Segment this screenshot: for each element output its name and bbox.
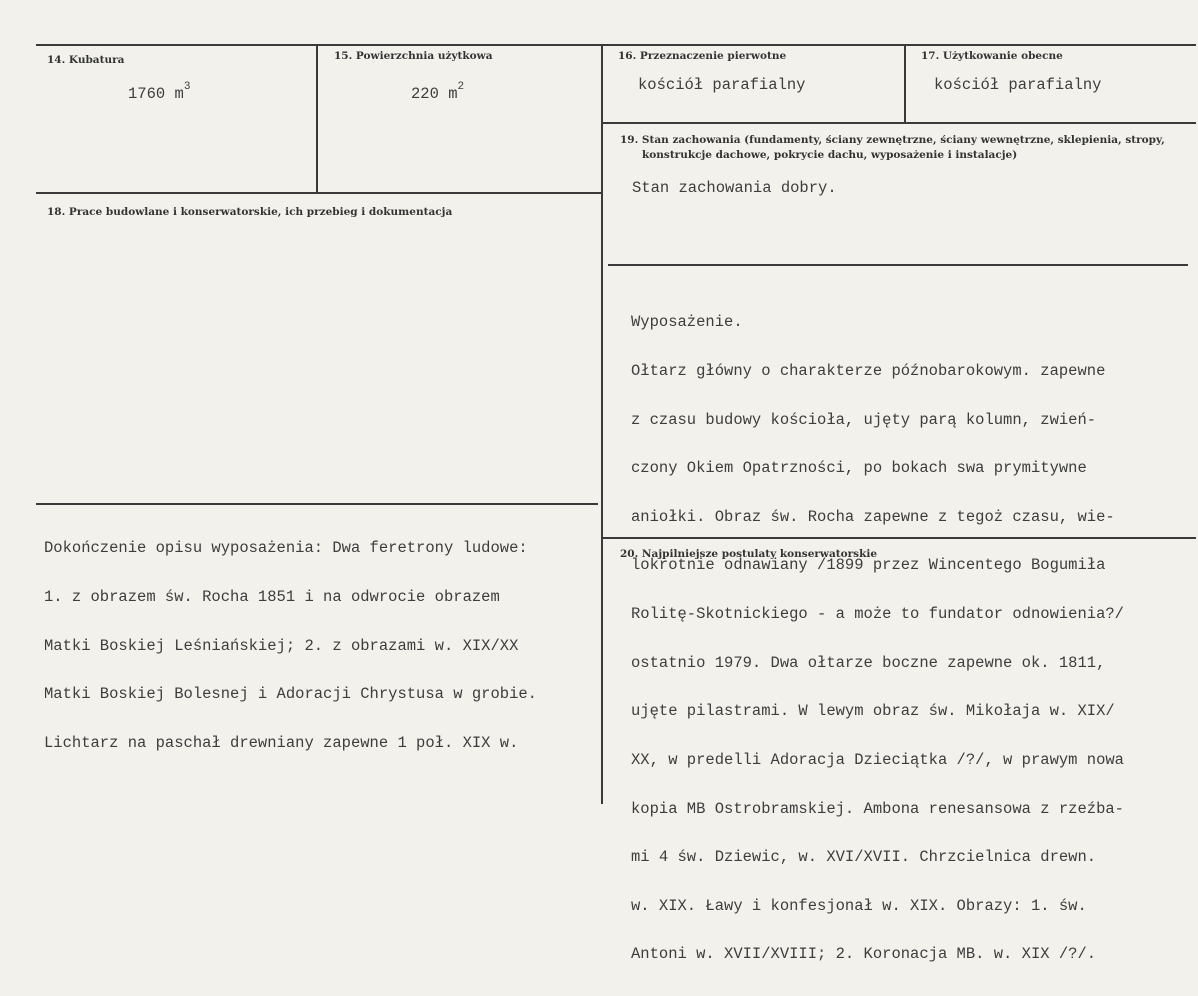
field-19-value: Stan zachowania dobry. <box>632 179 837 197</box>
wyposazenie-line: w. XIX. Ławy i konfesjonał w. XIX. Obrazy: 1. św. <box>631 896 1087 915</box>
wyposazenie-line: ujęte pilastrami. W lewym obraz św. Mikołaja w. XIX/ <box>631 702 1115 721</box>
wyposazenie-line: kopia MB Ostrobramskiej. Ambona renesansowa z rzeźba- <box>631 799 1124 818</box>
wyposazenie-text <box>631 282 1124 995</box>
field-18-label: 18. Prace budowlane i konserwatorskie, ich przebieg i dokumentacja <box>47 206 453 218</box>
field-15-label: 15. Powierzchnia użytkowa <box>334 50 493 62</box>
field-14-exponent: 3 <box>183 81 191 93</box>
wyposazenie-line: ostatnio 1979. Dwa ołtarze boczne zapewne ok. 1811, <box>631 653 1106 672</box>
field-17-label: 17. Użytkowanie obecne <box>921 50 1063 62</box>
wyposazenie-line: Antoni w. XVII/XVIII; 2. Koronacja MB. w. XIX /?/. <box>631 945 1097 964</box>
field-16-value: kościół parafialny <box>638 76 806 94</box>
rule-under-16-17 <box>601 122 1196 124</box>
wyposazenie-line: Rolitę-Skotnickiego - a może to fundator odnowienia?/ <box>631 605 1124 624</box>
rule-under-19 <box>608 264 1188 266</box>
field-15-exponent: 2 <box>457 81 465 93</box>
field-14-number: 1760 m <box>128 85 184 103</box>
field-14-value <box>128 81 191 104</box>
field-19-label-line1: 19. Stan zachowania (fundamenty, ściany zewnętrzne, ściany wewnętrzne, sklepienia, stropy, <box>620 134 1165 146</box>
wyposazenie-line: aniołki. Obraz św. Rocha zapewne z tegoż czasu, wie- <box>631 507 1115 526</box>
dokonczenie-line: Lichtarz na paschał drewniany zapewne 1 poł. XIX w. <box>44 733 519 752</box>
wyposazenie-line: Wyposażenie. <box>631 313 743 332</box>
rule-under-14-15 <box>36 192 603 194</box>
wyposazenie-line: lokrotnie odnawiany /1899 przez Wincentego Bogumiła <box>631 556 1106 575</box>
divider-center <box>601 44 603 804</box>
wyposazenie-line: mi 4 św. Dziewic, w. XVI/XVII. Chrzcielnica drewn. <box>631 848 1097 867</box>
field-20-label: 20. Najpilniejsze postulaty konserwatorskie <box>620 548 878 560</box>
dokonczenie-line: Matki Boskiej Bolesnej i Adoracji Chrystusa w grobie. <box>44 685 537 704</box>
dokonczenie-line: Dokończenie opisu wyposażenia: Dwa feretrony ludowe: <box>44 539 528 558</box>
field-17-value: kościół parafialny <box>934 76 1102 94</box>
top-rule <box>36 44 1196 46</box>
field-15-value <box>411 81 465 104</box>
field-19-label-line2: konstrukcje dachowe, pokrycie dachu, wyposażenie i instalacje) <box>642 149 1018 161</box>
divider-16-17 <box>904 44 906 122</box>
field-16-label: 16. Przeznaczenie pierwotne <box>618 50 787 62</box>
wyposazenie-line: z czasu budowy kościoła, ujęty parą kolumn, zwień- <box>631 410 1097 429</box>
field-14-label: 14. Kubatura <box>47 54 125 66</box>
dokonczenie-line: Matki Boskiej Leśniańskiej; 2. z obrazami w. XIX/XX <box>44 636 519 655</box>
field-15-number: 220 m <box>411 85 458 103</box>
dokonczenie-text <box>44 508 537 783</box>
dokonczenie-line: 1. z obrazem św. Rocha 1851 i na odwrocie obrazem <box>44 588 500 607</box>
divider-14-15 <box>316 44 318 193</box>
wyposazenie-line: Ołtarz główny o charakterze późnobarokowym. zapewne <box>631 362 1106 381</box>
rule-above-dokonczenie <box>36 503 598 505</box>
wyposazenie-line: XX, w predelli Adoracja Dzieciątka /?/, w prawym nowa <box>631 750 1124 769</box>
wyposazenie-line: czony Okiem Opatrzności, po bokach swa prymitywne <box>631 459 1087 478</box>
